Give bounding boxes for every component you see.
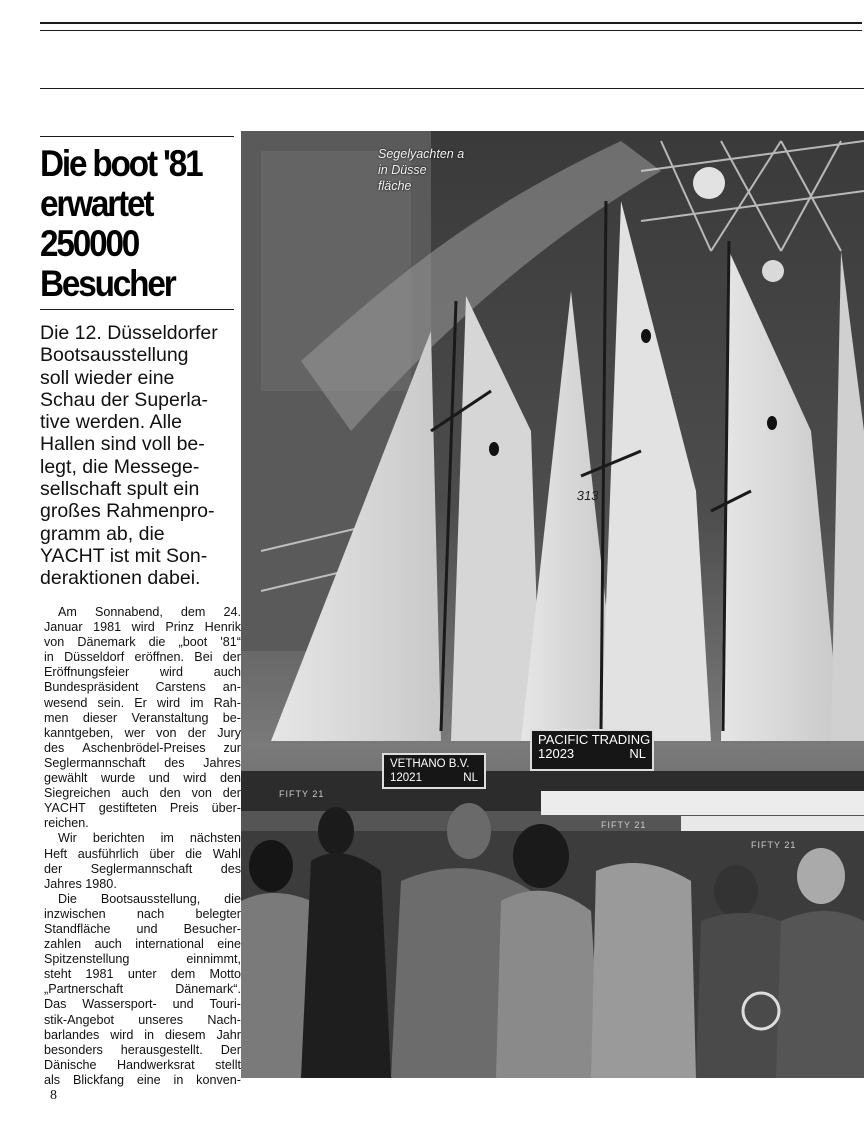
body-word: 24.: [223, 605, 241, 619]
body-word: konven-: [196, 1072, 241, 1087]
body-word: die: [224, 891, 241, 906]
header-rule: [40, 30, 862, 31]
body-word: von: [44, 635, 65, 650]
headline-line: 250000: [40, 223, 139, 264]
body-line: [44, 620, 241, 635]
body-word: nächsten: [189, 831, 241, 846]
sign-country: NL: [463, 772, 478, 784]
body-word: in: [144, 1027, 155, 1042]
body-word: der: [222, 786, 241, 801]
body-word: zahlen: [44, 937, 82, 952]
body-line: [44, 605, 241, 620]
body-line: [44, 907, 241, 922]
body-word: wird: [131, 620, 155, 635]
photo-image: [241, 131, 864, 1078]
body-word: Blickfang: [72, 1072, 125, 1087]
lead-line: soll wieder eine: [40, 366, 175, 389]
body-word: über-: [211, 801, 241, 816]
body-word: auch: [121, 786, 149, 801]
body-word: Preis: [169, 801, 199, 816]
body-word: men: [44, 710, 69, 725]
body-word: stik-Angebot: [44, 1012, 115, 1027]
body-word: Wir: [58, 831, 77, 846]
body-word: und: [136, 921, 158, 936]
body-line: [44, 997, 241, 1012]
body-word: „Partnerschaft: [44, 982, 124, 997]
lead-line: Hallen sind voll be-: [40, 433, 205, 456]
body-word: gewählt: [44, 771, 88, 786]
body-word: der: [187, 725, 206, 740]
page-number: 8: [50, 1088, 57, 1103]
body-word: wird: [159, 665, 183, 680]
body-word: besonders: [44, 1042, 103, 1057]
body-word: die: [185, 846, 203, 861]
sign-name: PACIFIC TRADING: [538, 732, 651, 747]
body-word: Wahl: [212, 846, 241, 861]
photo-caption: [378, 146, 528, 194]
body-line: [44, 847, 241, 862]
body-word: Heft: [44, 846, 68, 861]
body-line: [44, 922, 241, 937]
body-word: Spitzenstellung: [44, 952, 130, 967]
body-line: [44, 892, 241, 907]
body-line: [44, 831, 241, 846]
caption-line: Segelyachten a: [378, 147, 465, 161]
body-line: [44, 1013, 241, 1028]
body-word: einnimmt,: [186, 952, 241, 967]
body-word: Bei: [194, 650, 213, 665]
body-word: des: [164, 755, 185, 770]
body-word: stellt: [215, 1057, 241, 1072]
body-word: eröffnen.: [134, 650, 185, 665]
body-word: im: [160, 831, 174, 846]
body-word: Am: [58, 605, 77, 619]
body-word: Handwerksrat: [116, 1057, 195, 1072]
caption-line: fläche: [378, 179, 412, 193]
body-word: wird: [183, 771, 207, 786]
body-word: Prinz: [165, 620, 195, 635]
body-line: [44, 937, 241, 952]
body-line: [44, 650, 241, 665]
exhibitor-sign: [530, 729, 654, 771]
body-word: Die: [58, 891, 77, 906]
body-word: Jahres: [203, 755, 241, 770]
body-word: dieser: [82, 710, 118, 725]
body-word: wurde: [100, 771, 136, 786]
body-word: '81“: [220, 635, 241, 650]
lead-line: deraktionen dabei.: [40, 567, 201, 590]
exhibitor-sign: [382, 753, 486, 789]
body-word: in: [44, 650, 54, 665]
body-word: eine: [217, 937, 241, 952]
body-word: Rah-: [213, 695, 241, 710]
boat-label: FIFTY 21: [601, 820, 647, 830]
body-word: Seglermannschaft: [90, 861, 193, 876]
body-word: sein.: [97, 695, 125, 710]
sign-stand-number: 12021: [390, 772, 422, 784]
body-line: [44, 711, 241, 726]
body-word: Bootsausstellung,: [100, 891, 201, 906]
body-word: unter: [127, 967, 157, 982]
body-line: [44, 665, 241, 680]
body-word: diesem: [164, 1027, 206, 1042]
lead-line: Schau der Superla-: [40, 388, 209, 411]
body-word: belegter: [195, 906, 241, 921]
body-line: reichen.: [44, 816, 89, 831]
body-line: [44, 982, 241, 997]
body-word: dem: [170, 967, 196, 982]
body-word: unseres: [138, 1012, 184, 1027]
body-word: Jahr: [216, 1027, 241, 1042]
body-line: [44, 756, 241, 771]
body-line: [44, 801, 241, 816]
body-word: der: [44, 861, 63, 876]
body-word: von: [156, 725, 177, 740]
body-word: „boot: [178, 635, 208, 650]
body-line: [44, 1073, 241, 1088]
sign-name: VETHANO B.V.: [390, 758, 470, 770]
body-word: Carstens: [155, 680, 206, 695]
body-word: international: [135, 937, 204, 952]
body-line: [44, 1058, 241, 1073]
lead-line: großes Rahmenpro-: [40, 500, 215, 523]
body-word: Henrik: [204, 620, 241, 635]
lead-line: YACHT ist mit Son-: [40, 544, 208, 567]
lead-paragraph: [40, 322, 240, 590]
body-word: im: [190, 695, 204, 710]
body-line: [44, 862, 241, 877]
body-word: dem: [180, 605, 206, 619]
body-word: 1981: [93, 620, 122, 635]
body-word: Standfläche: [44, 921, 111, 936]
body-word: barlandes: [44, 1027, 100, 1042]
body-word: den: [219, 771, 241, 786]
body-word: wird: [157, 695, 181, 710]
headline-bottom-rule: [40, 309, 234, 310]
body-word: des: [44, 740, 65, 755]
body-line: [44, 952, 241, 967]
body-word: herausgestellt.: [120, 1042, 203, 1057]
body-word: nach: [136, 906, 165, 921]
body-line: [44, 696, 241, 711]
headline: [40, 144, 220, 304]
sign-stand-number: 12023: [538, 746, 575, 761]
body-word: wer: [124, 725, 145, 740]
top-rule: [40, 22, 862, 24]
body-word: auch: [94, 937, 122, 952]
body-word: YACHT: [44, 801, 86, 816]
body-word: Jury: [217, 725, 241, 740]
lead-line: sellschaft spult ein: [40, 478, 200, 501]
body-word: Sonnabend,: [94, 605, 163, 619]
body-word: kanntgeben,: [44, 725, 114, 740]
body-word: Besucher-: [183, 921, 241, 936]
boat-label: FIFTY 21: [279, 789, 325, 799]
body-word: an-: [222, 680, 241, 695]
caption-line: in Düsse: [378, 163, 427, 177]
body-word: von: [191, 786, 212, 801]
body-word: Motto: [209, 967, 241, 982]
body-word: auch: [213, 665, 241, 680]
body-word: über: [149, 846, 175, 861]
body-word: steht: [44, 967, 72, 982]
body-word: der: [222, 650, 241, 665]
body-word: wird: [110, 1027, 134, 1042]
body-line: [44, 1028, 241, 1043]
body-word: die: [148, 635, 166, 650]
body-line: [44, 726, 241, 741]
body-word: Januar: [44, 620, 83, 635]
lead-line: Bootsausstellung: [40, 344, 189, 367]
body-word: und: [148, 771, 170, 786]
body-word: eine: [136, 1072, 161, 1087]
body-word: Touri-: [209, 997, 241, 1012]
body-word: Bundespräsident: [44, 680, 139, 695]
body-word: ausführlich: [77, 846, 139, 861]
sign-country: NL: [629, 746, 646, 761]
body-word: Dänemark: [77, 635, 136, 650]
body-word: be-: [222, 710, 241, 725]
lead-line: gramm ab, die: [40, 522, 165, 545]
body-word: als: [44, 1072, 61, 1087]
body-line: [44, 680, 241, 695]
headline-line: Die boot '81: [40, 143, 202, 184]
body-word: in: [173, 1072, 184, 1087]
body-text: [44, 605, 241, 1088]
body-word: Eröffnungsfeier: [44, 665, 130, 680]
body-line: [44, 771, 241, 786]
body-word: und: [172, 997, 194, 1012]
body-word: 1981: [85, 967, 114, 982]
headline-top-rule: [40, 136, 234, 137]
body-word: Nach-: [207, 1012, 241, 1027]
body-word: Das: [44, 997, 67, 1012]
body-word: Er: [134, 695, 147, 710]
section-rule: [40, 88, 864, 89]
body-word: Düsseldorf: [64, 650, 125, 665]
body-line: [44, 741, 241, 756]
body-word: Wassersport-: [82, 997, 157, 1012]
lead-line: legt, die Messege-: [40, 455, 200, 478]
body-word: Siegreichen: [44, 786, 111, 801]
body-word: wesend: [44, 695, 88, 710]
body-word: den: [159, 786, 181, 801]
lead-line: Die 12. Düsseldorfer: [40, 322, 218, 344]
body-line: [44, 967, 241, 982]
boat-label: FIFTY 21: [751, 840, 797, 850]
body-word: Seglermannschaft: [44, 755, 146, 770]
body-line: [44, 786, 241, 801]
body-word: berichten: [92, 831, 145, 846]
body-word: Der: [220, 1042, 241, 1057]
headline-line: Besucher: [40, 263, 175, 304]
body-word: Dänische: [44, 1057, 97, 1072]
body-word: gestifteten: [98, 801, 157, 816]
headline-line: erwartet: [40, 183, 153, 224]
body-word: Aschenbrödel-Preises: [82, 740, 206, 755]
body-word: Dänemark“.: [175, 982, 241, 997]
body-word: des: [220, 861, 241, 876]
body-line: [44, 635, 241, 650]
body-line: Jahres 1980.: [44, 876, 117, 891]
sail-number: 313: [575, 488, 600, 503]
body-line: [44, 1043, 241, 1058]
body-word: Veranstaltung: [131, 710, 209, 725]
body-word: zur: [223, 740, 241, 755]
lead-line: tive werden. Alle: [40, 411, 182, 434]
body-word: inzwischen: [44, 906, 106, 921]
boat-show-photo: [241, 131, 864, 1078]
